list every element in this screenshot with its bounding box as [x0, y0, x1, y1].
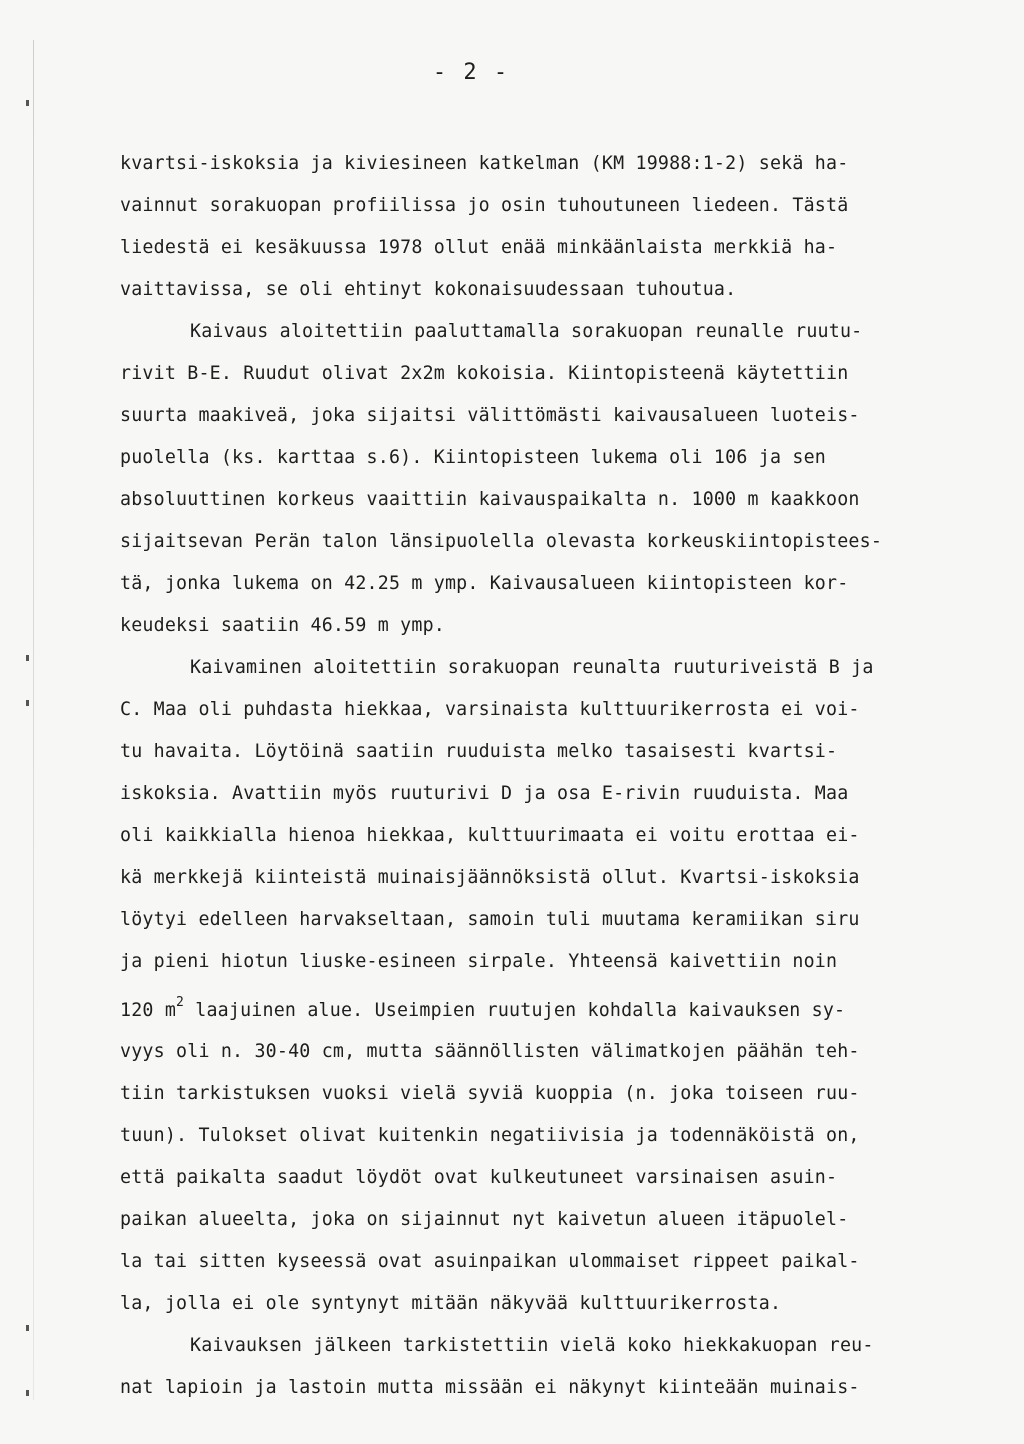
text-line	[120, 353, 1000, 395]
margin-mark	[26, 700, 29, 706]
text-line	[120, 899, 1000, 941]
text-line	[120, 227, 1000, 269]
text-line	[120, 1325, 1000, 1367]
text-line	[120, 1283, 1000, 1325]
text-line-content: tiin tarkistuksen vuoksi vielä syviä kuoppia (n. joka toiseen ruu-	[120, 1083, 860, 1104]
text-line-content: vyys oli n. 30-40 cm, mutta säännöllisten välimatkojen päähän teh-	[120, 1041, 860, 1062]
superscript: 2	[176, 995, 185, 1010]
text-line-content: rivit B-E. Ruudut olivat 2x2m kokoisia. Kiintopisteenä käytettiin	[120, 363, 849, 384]
text-line	[120, 983, 1000, 1031]
text-line	[120, 605, 1000, 647]
text-line	[120, 647, 1000, 689]
text-line-content: keudeksi saatiin 46.59 m ymp.	[120, 615, 445, 636]
text-line-content: paikan alueelta, joka on sijainnut nyt kaivetun alueen itäpuolel-	[120, 1209, 849, 1230]
text-line-content: C. Maa oli puhdasta hiekkaa, varsinaista kulttuurikerrosta ei voi-	[120, 699, 860, 720]
text-line-content: laajuinen alue. Useimpien ruutujen kohdalla kaivauksen sy-	[184, 1000, 846, 1021]
text-line-content: Kaivauksen jälkeen tarkistettiin vielä koko hiekkakuopan reu-	[190, 1335, 874, 1356]
text-line	[120, 773, 1000, 815]
margin-mark	[26, 655, 29, 661]
text-line-content: absoluuttinen korkeus vaaittiin kaivauspaikalta n. 1000 m kaakkoon	[120, 489, 860, 510]
margin-mark	[26, 1325, 29, 1331]
text-line-content: nat lapioin ja lastoin mutta missään ei näkynyt kiinteään muinais-	[120, 1377, 860, 1398]
page-number: - 2 -	[432, 60, 510, 85]
text-line	[120, 437, 1000, 479]
text-line	[120, 1073, 1000, 1115]
text-line-content: liedestä ei kesäkuussa 1978 ollut enää minkäänlaista merkkiä ha-	[120, 237, 838, 258]
text-line-content: tu havaita. Löytöinä saatiin ruuduista melko tasaisesti kvartsi-	[120, 741, 838, 762]
text-line-content: suurta maakiveä, joka sijaitsi välittömästi kaivausalueen luoteis-	[120, 405, 860, 426]
text-line	[120, 1367, 1000, 1409]
text-line-content: että paikalta saadut löydöt ovat kulkeutuneet varsinaisen asuin-	[120, 1167, 838, 1188]
text-line	[120, 1157, 1000, 1199]
text-line-content: löytyi edelleen harvakseltaan, samoin tuli muutama keramiikan siru	[120, 909, 860, 930]
text-line	[120, 185, 1000, 227]
text-line-content: puolella (ks. karttaa s.6). Kiintopisteen lukema oli 106 ja sen	[120, 447, 826, 468]
text-line-content: kvartsi-iskoksia ja kiviesineen katkelman (KM 19988:1-2) sekä ha-	[120, 153, 849, 174]
text-line-content: sijaitsevan Perän talon länsipuolella olevasta korkeuskiintopistees-	[120, 531, 883, 552]
text-line	[120, 269, 1000, 311]
text-line-prefix: 120 m	[120, 1000, 177, 1021]
text-line-content: oli kaikkialla hienoa hiekkaa, kulttuurimaata ei voitu erottaa ei-	[120, 825, 860, 846]
text-line	[120, 311, 1000, 353]
text-line	[120, 479, 1000, 521]
margin-mark	[26, 1390, 29, 1396]
text-line	[120, 143, 1000, 185]
text-line-content: Kaivaminen aloitettiin sorakuopan reunalta ruuturiveistä B ja	[190, 657, 874, 678]
text-line	[120, 563, 1000, 605]
text-line-content: ja pieni hiotun liuske-esineen sirpale. Yhteensä kaivettiin noin	[120, 951, 838, 972]
text-line	[120, 1241, 1000, 1283]
text-line-content: kä merkkejä kiinteistä muinaisjäännöksistä ollut. Kvartsi-iskoksia	[120, 867, 860, 888]
body-text	[120, 143, 1000, 1409]
text-line-content: tä, jonka lukema on 42.25 m ymp. Kaivausalueen kiintopisteen kor-	[120, 573, 849, 594]
text-line	[120, 857, 1000, 899]
text-line	[120, 689, 1000, 731]
text-line	[120, 815, 1000, 857]
text-line-content: vaittavissa, se oli ehtinyt kokonaisuudessaan tuhoutua.	[120, 279, 737, 300]
text-line	[120, 731, 1000, 773]
text-line	[120, 521, 1000, 563]
text-line-content: iskoksia. Avattiin myös ruuturivi D ja osa E-rivin ruuduista. Maa	[120, 783, 849, 804]
text-line	[120, 1031, 1000, 1073]
margin-mark	[26, 100, 29, 106]
page-edge-line	[33, 40, 34, 1400]
text-line-content: vainnut sorakuopan profiilissa jo osin tuhoutuneen liedeen. Tästä	[120, 195, 849, 216]
text-line-content: tuun). Tulokset olivat kuitenkin negatiivisia ja todennäköistä on,	[120, 1125, 860, 1146]
text-line-content: la, jolla ei ole syntynyt mitään näkyvää kulttuurikerrosta.	[120, 1293, 782, 1314]
text-line-content: la tai sitten kyseessä ovat asuinpaikan ulommaiset rippeet paikal-	[120, 1251, 860, 1272]
text-line	[120, 395, 1000, 437]
text-line-content: Kaivaus aloitettiin paaluttamalla sorakuopan reunalle ruutu-	[190, 321, 863, 342]
text-line	[120, 1199, 1000, 1241]
text-line	[120, 941, 1000, 983]
text-line	[120, 1115, 1000, 1157]
